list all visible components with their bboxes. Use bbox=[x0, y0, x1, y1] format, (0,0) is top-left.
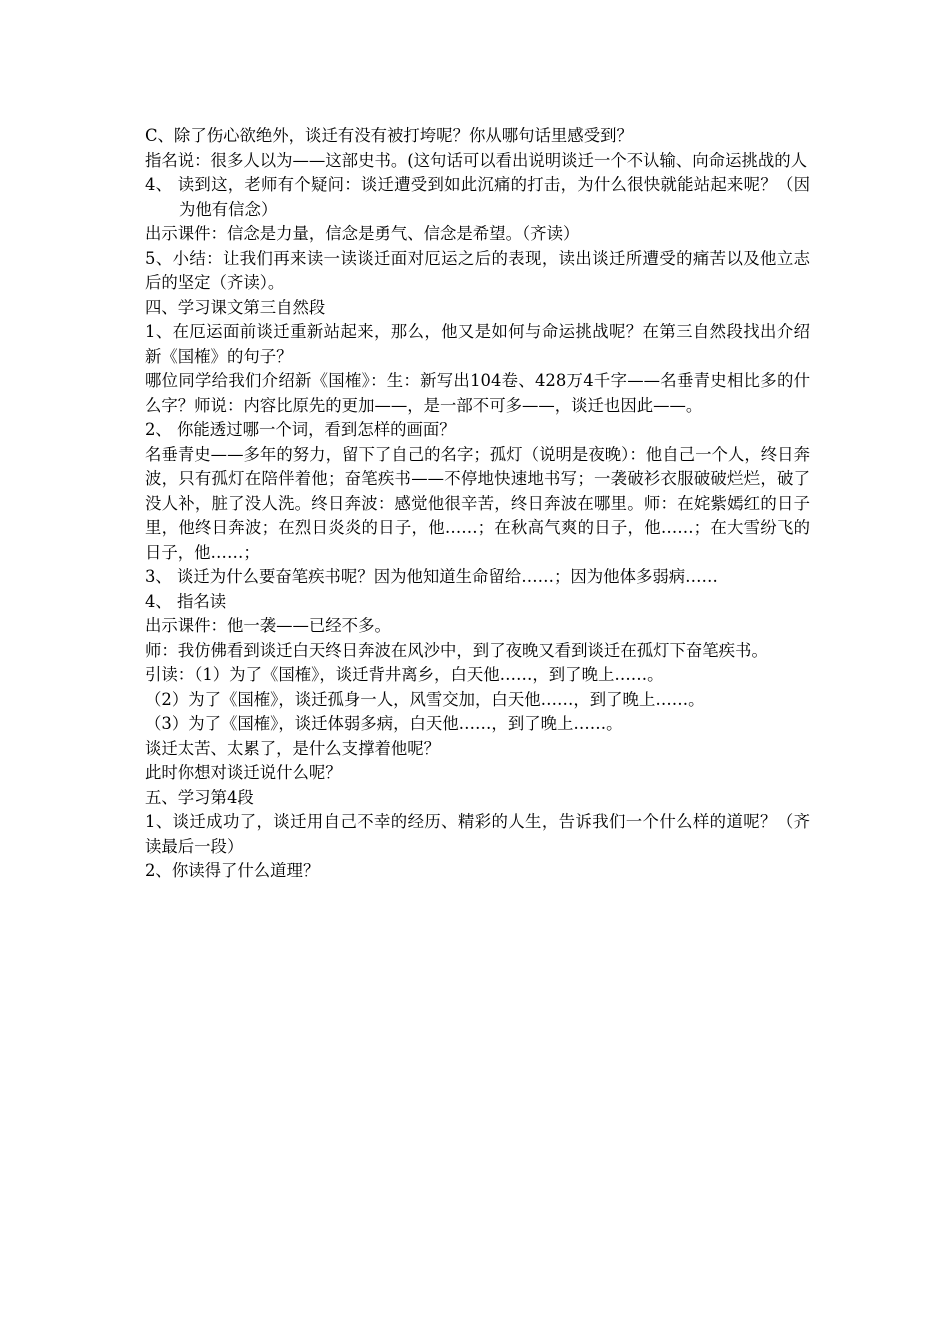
document-body bbox=[145, 124, 810, 884]
paragraph: 2、你读得了什么道理？ bbox=[145, 861, 320, 880]
paragraph: 引读：（1）为了《国榷》，谈迁背井离乡，白天他……，到了晚上……。 bbox=[145, 665, 664, 684]
paragraph: 1、谈迁成功了，谈迁用自己不幸的经历、精彩的人生，告诉我们一个什么样的道呢？（齐读最后一段） bbox=[145, 812, 810, 856]
section-heading: 四、学习课文第三自然段 bbox=[145, 297, 326, 317]
paragraph: 指名说：很多人以为——这部史书。(这句话可以看出说明谈迁一个不认输、向命运挑战的人 bbox=[145, 150, 808, 170]
paragraph: 3、 谈迁为什么要奋笔疾书呢？因为他知道生命留给……；因为他体多弱病…… bbox=[145, 567, 718, 586]
paragraph: （2）为了《国榷》，谈迁孤身一人，风雪交加，白天他……，到了晚上……。 bbox=[145, 689, 705, 709]
paragraph: （3）为了《国榷》，谈迁体弱多病，白天他……，到了晚上……。 bbox=[145, 714, 623, 733]
paragraph: 师：我仿佛看到谈迁白天终日奔波在风沙中，到了夜晚又看到谈迁在孤灯下奋笔疾书。 bbox=[145, 640, 768, 660]
paragraph: C、除了伤心欲绝外，谈迁有没有被打垮呢？你从哪句话里感受到？ bbox=[145, 126, 633, 145]
paragraph: 名垂青史——多年的努力，留下了自己的名字；孤灯（说明是夜晚）：他自己一个人，终日奔波，只有孤灯在陪伴着他；奋笔疾书——不停地快速地书写；一袭破衫衣服破破烂烂，破了没人补，脏了没人洗。终日奔波：感觉他很辛苦，终日奔波在哪里。师：在姹紫嫣红的日子里，他终日奔波；在烈日炎炎的日子，他……；在秋高气爽的日子，他……；在大雪纷飞的日子，他……； bbox=[145, 444, 810, 562]
paragraph: 此时你想对谈迁说什么呢？ bbox=[145, 763, 342, 782]
section-heading: 五、学习第4段 bbox=[145, 787, 254, 807]
paragraph: 1、在厄运面前谈迁重新站起来，那么，他又是如何与命运挑战呢？在第三自然段找出介绍新《国榷》的句子？ bbox=[145, 322, 810, 366]
paragraph: 4、 指名读 bbox=[145, 591, 227, 611]
paragraph: 2、 你能透过哪一个词，看到怎样的画面？ bbox=[145, 420, 456, 439]
paragraph: 谈迁太苦、太累了，是什么支撑着他呢？ bbox=[145, 738, 441, 758]
paragraph: 4、 读到这，老师有个疑问：谈迁遭受到如此沉痛的打击，为什么很快就能站起来呢？（因为他有信念） bbox=[145, 175, 810, 219]
paragraph: 5、小结：让我们再来读一读谈迁面对厄运之后的表现，读出谈迁所遭受的痛苦以及他立志后的坚定（齐读）。 bbox=[145, 248, 810, 292]
paragraph: 出示课件：信念是力量，信念是勇气、信念是希望。（齐读） bbox=[145, 224, 580, 243]
paragraph: 哪位同学给我们介绍新《国榷》：生：新写出104卷、428万4千字——名垂青史相比多的什么字？师说：内容比原先的更加——，是一部不可多——，谈迁也因此——。 bbox=[145, 371, 810, 415]
paragraph: 出示课件：他一袭——已经不多。 bbox=[145, 616, 391, 635]
